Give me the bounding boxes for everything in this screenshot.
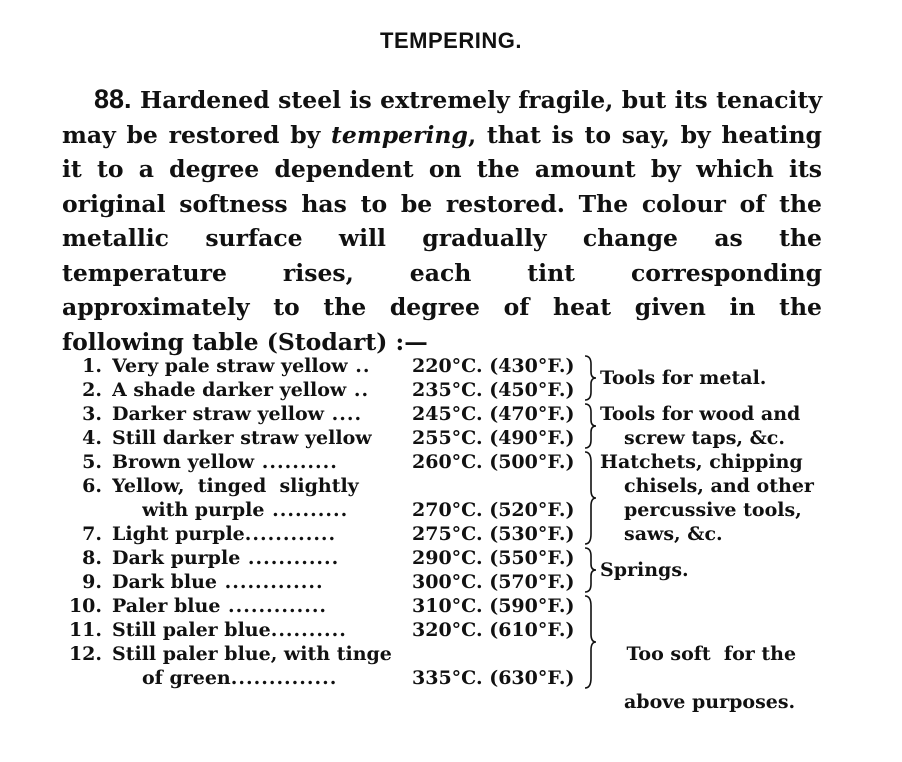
colour-text: Very pale straw yellow	[112, 355, 348, 377]
row-temperature	[412, 426, 575, 450]
brace-icon	[582, 546, 598, 594]
row-temperature	[412, 618, 575, 642]
use-line: Tools for wood and	[600, 403, 801, 425]
temp-f: (520°F.)	[489, 499, 575, 521]
row-temperature	[412, 354, 575, 378]
temp-f: (490°F.)	[489, 427, 575, 449]
colour-text: Brown yellow	[112, 451, 255, 473]
leader-dots: ............	[240, 547, 340, 569]
row-temperature	[412, 594, 575, 618]
temp-f: (500°F.)	[489, 451, 575, 473]
row-colour	[112, 426, 402, 450]
use-line: Springs.	[600, 559, 689, 581]
brace-icon	[582, 450, 598, 546]
brace-icon	[582, 354, 598, 402]
paragraph-emphasis: tempering	[331, 120, 468, 149]
temp-f: (470°F.)	[489, 403, 575, 425]
paragraph-number: 88.	[94, 84, 132, 114]
temp-f: (570°F.)	[489, 571, 575, 593]
row-number: 9.	[82, 571, 102, 593]
leader-dots: ............	[244, 523, 337, 545]
row-colour	[112, 594, 402, 618]
row-temperature	[412, 498, 575, 522]
use-springs	[600, 558, 689, 582]
use-line: chisels, and other	[624, 475, 814, 497]
use-line: Tools for metal.	[600, 367, 767, 389]
row-temperature	[412, 522, 575, 546]
temp-f: (610°F.)	[489, 619, 575, 641]
colour-text: Dark blue	[112, 571, 217, 593]
row-number: 11.	[68, 619, 102, 641]
row-temperature	[412, 378, 575, 402]
colour-text: A shade darker yellow	[112, 379, 347, 401]
use-line: screw taps, &c.	[624, 427, 785, 449]
leader-dots: ..........	[254, 451, 338, 473]
row-number: 8.	[82, 547, 102, 569]
page-title: TEMPERING.	[380, 28, 522, 53]
temp-c: 270°C.	[412, 499, 483, 521]
leader-dots: ....	[324, 403, 363, 425]
colour-text: of green	[142, 667, 231, 689]
temp-c: 235°C.	[412, 379, 483, 401]
colour-text: Still paler blue	[112, 619, 271, 641]
temp-c: 290°C.	[412, 547, 483, 569]
leader-dots: .............	[220, 595, 328, 617]
row-number: 6.	[82, 475, 102, 497]
row-temperature	[412, 546, 575, 570]
temp-c: 300°C.	[412, 571, 483, 593]
leader-dots: .............	[216, 571, 324, 593]
brace-icon	[582, 594, 598, 690]
use-line: saws, &c.	[624, 523, 723, 545]
row-colour	[112, 354, 402, 378]
row-colour	[112, 570, 402, 594]
row-colour	[112, 618, 402, 642]
use-line: Hatchets, chipping	[600, 451, 803, 473]
temp-c: 310°C.	[412, 595, 483, 617]
row-number: 7.	[82, 523, 102, 545]
colour-text: Yellow, tinged slightly	[112, 475, 359, 497]
temp-f: (450°F.)	[489, 379, 575, 401]
temp-f: (430°F.)	[489, 355, 575, 377]
temp-f: (550°F.)	[489, 547, 575, 569]
row-temperature	[412, 402, 575, 426]
row-colour	[112, 522, 402, 546]
row-colour	[112, 378, 402, 402]
use-too-soft	[600, 618, 796, 762]
temp-c: 275°C.	[412, 523, 483, 545]
temp-c: 320°C.	[412, 619, 483, 641]
row-number: 12.	[68, 643, 102, 665]
colour-text: Paler blue	[112, 595, 221, 617]
temp-c: 255°C.	[412, 427, 483, 449]
colour-text: Still darker straw yellow	[112, 427, 372, 449]
row-colour	[112, 546, 402, 570]
colour-text: Light purple	[112, 523, 245, 545]
temp-f: (530°F.)	[489, 523, 575, 545]
row-temperature	[412, 450, 575, 474]
use-wood	[600, 402, 800, 450]
paragraph-text-before: Hardened steel is extremely fragile, but its tenacity may be restored by	[62, 86, 822, 149]
leader-dots: ..	[346, 379, 370, 401]
row-colour	[142, 498, 402, 522]
use-line: Too soft for the	[626, 643, 797, 665]
leader-dots: ..........	[264, 499, 349, 521]
temp-c: 335°C.	[412, 667, 483, 689]
row-number: 1.	[82, 355, 102, 377]
row-colour	[112, 402, 402, 426]
row-colour	[112, 474, 402, 498]
row-number: 4.	[82, 427, 102, 449]
row-number: 10.	[68, 595, 102, 617]
row-colour	[112, 642, 402, 666]
row-number: 2.	[82, 379, 102, 401]
temp-c: 260°C.	[412, 451, 483, 473]
leader-dots: ..............	[230, 667, 338, 689]
colour-text: Darker straw yellow	[112, 403, 325, 425]
brace-icon	[582, 402, 598, 450]
paragraph-text-after: , that is to say, by heating it to a degree dependent on the amount by which its original softness has to be restored. The colour of the metallic surface will gradually change as the temperature rises, each tint corresponding approximately to the degree of heat given in the following table (Stodart) :—	[62, 120, 822, 356]
use-hatchets	[600, 450, 814, 546]
colour-text: Still paler blue, with tinge	[112, 643, 392, 665]
leader-dots: ..........	[270, 619, 347, 641]
row-temperature	[412, 666, 575, 690]
row-number: 3.	[82, 403, 102, 425]
colour-text: Dark purple	[112, 547, 241, 569]
temp-c: 220°C.	[412, 355, 483, 377]
temp-f: (630°F.)	[489, 667, 575, 689]
colour-text: with purple	[142, 499, 265, 521]
leader-dots: ..	[347, 355, 371, 377]
use-line: percussive tools,	[624, 499, 802, 521]
temp-c: 245°C.	[412, 403, 483, 425]
use-line: above purposes.	[624, 691, 796, 713]
row-colour	[142, 666, 402, 690]
row-temperature	[412, 570, 575, 594]
row-number: 5.	[82, 451, 102, 473]
temp-f: (590°F.)	[489, 595, 575, 617]
use-metal	[600, 366, 766, 390]
row-colour	[112, 450, 402, 474]
